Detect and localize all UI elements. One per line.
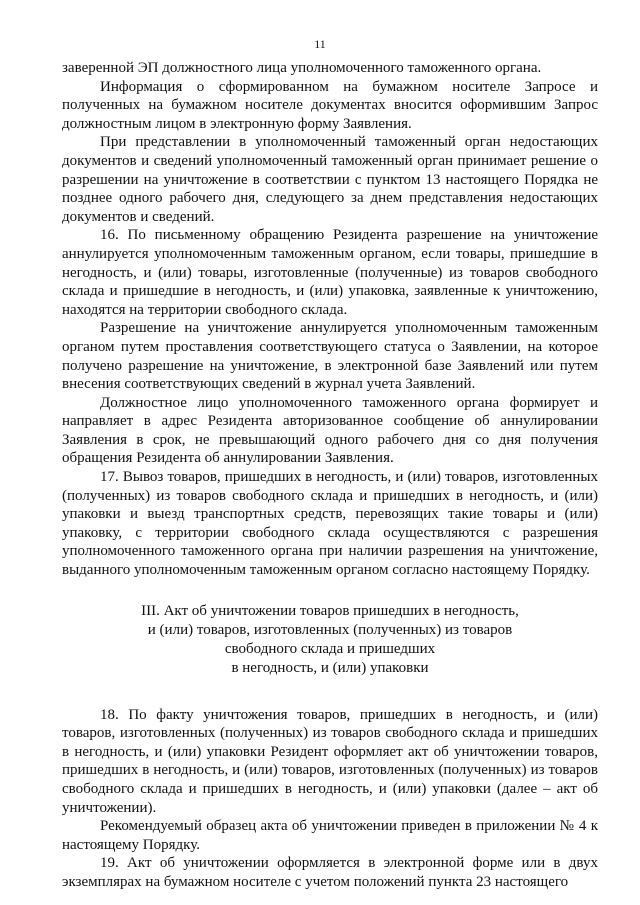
- paragraphs-before-section: [62, 59, 598, 580]
- paragraph-item-18: 18. По факту уничтожения товаров, пришедших в негодность, и (или) товаров, изготовленных (полученных) из товаров свободного склада и пришедших в негодность, и (или) упаковки Резидент оформляет акт об уничтожении товаров, пришедших в негодность, и (или) товаров, изготовленных (полученных) из товаров свободного склада и пришедших в негодность, и (или) упаковки (далее – акт об уничтожении).: [62, 706, 598, 816]
- paragraph: При представлении в уполномоченный таможенный орган недостающих документов и сведений уполномоченный таможенный орган принимает решение о разрешении на уничтожение в соответствии с пунктом 13 настоящего Порядка не позднее одного рабочего дня, следующего за днем представления недостающих документов и сведений.: [62, 134, 598, 225]
- paragraphs-after-section: [62, 706, 598, 892]
- section-heading-line: в негодность, и (или) упаковки: [231, 659, 429, 676]
- paragraph-item-16: 16. По письменному обращению Резидента разрешение на уничтожение аннулируется уполномоченным таможенным органом, если товары, пришедшие в негодность, и (или) товары, изготовленные (полученные) из товаров свободного склада и пришедшие в негодность, и (или) упаковка, заявленные к уничтожению, находятся на территории свободного склада.: [62, 227, 598, 318]
- paragraph: заверенной ЭП должностного лица уполномоченного таможенного органа.: [62, 60, 542, 76]
- section-heading-line: III. Акт об уничтожении товаров пришедших в негодность,: [141, 602, 519, 619]
- section-heading-line: и (или) товаров, изготовленных (полученных) из товаров: [147, 621, 513, 638]
- section-heading: [62, 602, 598, 678]
- paragraph: Должностное лицо уполномоченного таможенного органа формирует и направляет в адрес Резидента авторизованное сообщение об аннулировании Заявления в срок, не превышающий одного рабочего дня со дня получения обращения Резидента об аннулировании Заявления.: [62, 394, 598, 467]
- document-body: [62, 59, 598, 892]
- paragraph: Разрешение на уничтожение аннулируется уполномоченным таможенным органом путем проставления соответствующего статуса о Заявлении, на которое получено разрешение на уничтожение, в электронной базе Заявлений или путем внесения соответствующих сведений в журнал учета Заявлений.: [62, 320, 598, 393]
- paragraph: Информация о сформированном на бумажном носителе Запросе и полученных на бумажном носителе документах вносится оформившим Запрос должностным лицом в электронную форму Заявления.: [62, 78, 598, 132]
- page-number: 11: [314, 37, 326, 51]
- section-heading-line: свободного склада и пришедших: [224, 640, 436, 657]
- paragraph-item-17: 17. Вывоз товаров, пришедших в негодность, и (или) товаров, изготовленных (полученных) из товаров свободного склада и пришедших в негодность, и (или) упаковки и выезд транспортных средств, перевозящих такие товары и (или) упаковку, с территории свободного склада осуществляются с разрешения уполномоченного таможенного органа при наличии разрешения на уничтожение, выданного уполномоченным таможенным органом согласно настоящему Порядку.: [62, 469, 598, 579]
- paragraph: Рекомендуемый образец акта об уничтожении приведен в приложении № 4 к настоящему Порядку.: [62, 818, 598, 853]
- paragraph-item-19: 19. Акт об уничтожении оформляется в электронной форме или в двух экземплярах на бумажном носителе с учетом положений пункта 23 настоящего: [62, 855, 598, 890]
